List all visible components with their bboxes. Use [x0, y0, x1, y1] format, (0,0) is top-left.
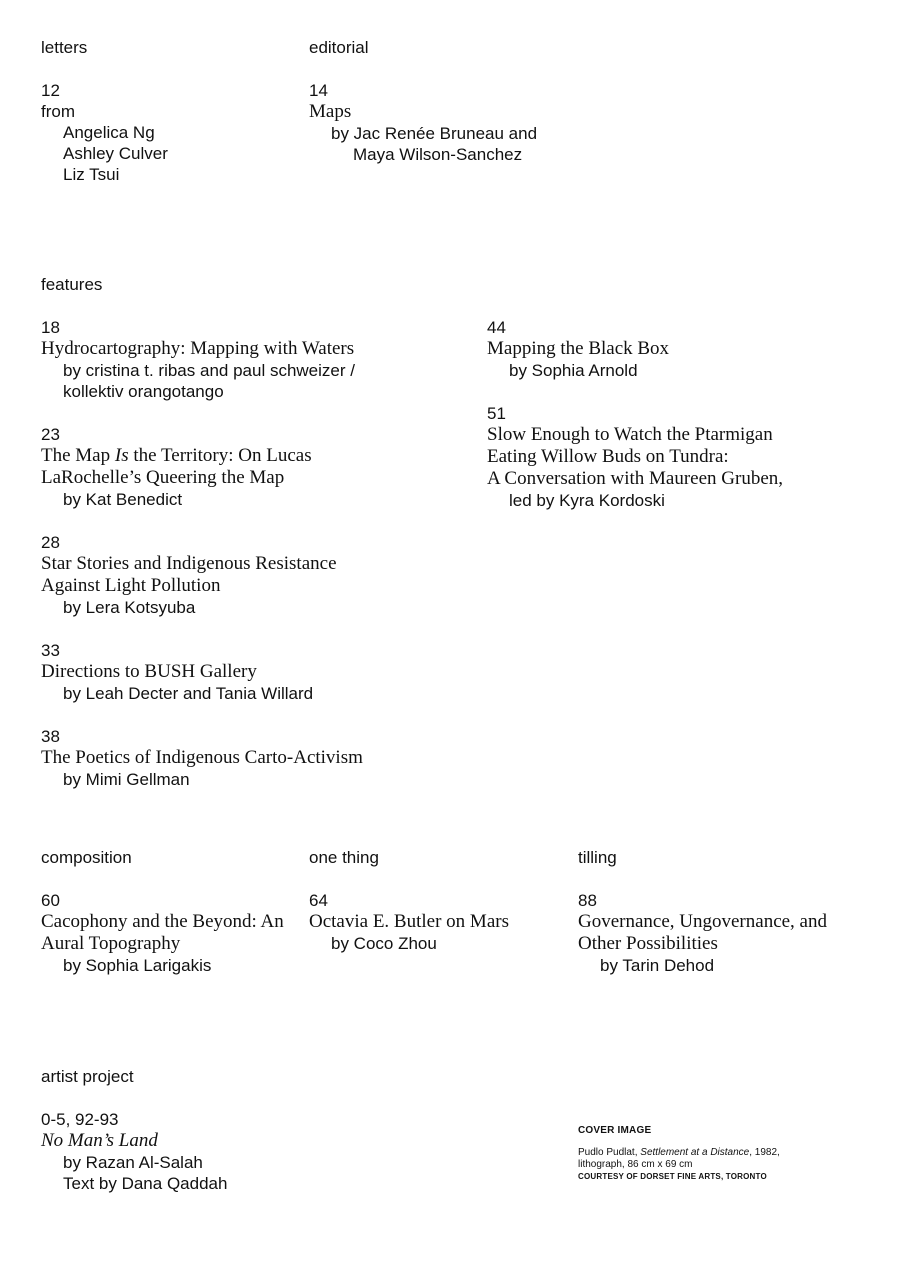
features-section: [41, 274, 471, 790]
toc-entry-18[interactable]: [41, 317, 471, 402]
entry-title: Governance, Ungovernance, and: [578, 911, 827, 932]
one-thing-section: [309, 847, 569, 954]
entry-title: Other Possibilities: [578, 933, 718, 954]
entry-title: Slow Enough to Watch the Ptarmigan: [487, 424, 773, 445]
page-number: 12: [41, 81, 60, 100]
entry-title: Eating Willow Buds on Tundra:: [487, 446, 729, 467]
section-label-editorial: editorial: [309, 38, 369, 57]
byline: by Lera Kotsyuba: [63, 598, 196, 617]
composition-section: [41, 847, 301, 976]
page-number: 88: [578, 891, 597, 910]
author-name: Angelica Ng: [63, 123, 155, 142]
entry-title: Aural Topography: [41, 933, 181, 954]
entry-title: Maps: [309, 101, 352, 122]
entry-title: The Map Is the Territory: On Lucas: [41, 445, 312, 466]
entry-title: A Conversation with Maureen Gruben,: [487, 468, 784, 489]
artist-project-section: [41, 1066, 341, 1194]
section-label-tilling: tilling: [578, 848, 617, 867]
entry-title: Directions to BUSH Gallery: [41, 661, 257, 682]
cover-courtesy: COURTESY OF DORSET FINE ARTS, TORONTO: [578, 1172, 767, 1181]
page-number: 28: [41, 533, 60, 552]
cover-caption: Pudlo Pudlat, Settlement at a Distance, 1982,: [578, 1147, 780, 1158]
page-number: 18: [41, 318, 60, 337]
section-label-letters: letters: [41, 38, 88, 57]
toc-entry-letters[interactable]: [41, 80, 281, 185]
toc-entry-44[interactable]: [487, 317, 887, 381]
entry-title: Hydrocartography: Mapping with Waters: [41, 338, 355, 359]
byline: by Kat Benedict: [63, 490, 183, 509]
entry-title: from: [41, 102, 75, 121]
toc-entry-88[interactable]: [578, 890, 878, 976]
toc-entry-38[interactable]: [41, 726, 471, 790]
page-number: 38: [41, 727, 60, 746]
toc-entry-33[interactable]: [41, 640, 471, 704]
page-number: 33: [41, 641, 60, 660]
toc-entry-51[interactable]: [487, 403, 887, 511]
byline: kollektiv orangotango: [63, 382, 224, 401]
section-label-one-thing: one thing: [309, 848, 379, 867]
page-number: 60: [41, 891, 60, 910]
page-number: 51: [487, 404, 506, 423]
entry-title: No Man’s Land: [41, 1130, 158, 1151]
entry-title: Mapping the Black Box: [487, 338, 670, 359]
toc-entry-60[interactable]: [41, 890, 301, 976]
section-label-artist-project: artist project: [41, 1067, 134, 1086]
page-number: 0-5, 92-93: [41, 1110, 119, 1129]
entry-title: Octavia E. Butler on Mars: [309, 911, 509, 932]
toc-entry-23[interactable]: [41, 424, 471, 510]
byline: Text by Dana Qaddah: [63, 1174, 228, 1193]
features-right-column: [487, 317, 887, 511]
byline: by Jac Renée Bruneau and: [331, 124, 538, 143]
cover-image-credit: [578, 1125, 878, 1182]
author-name: Liz Tsui: [63, 165, 120, 184]
author-name: Ashley Culver: [63, 144, 168, 163]
byline: by Sophia Larigakis: [63, 956, 212, 975]
entry-title: Against Light Pollution: [41, 575, 221, 596]
tilling-section: [578, 847, 878, 976]
editorial-section: [309, 37, 609, 165]
page-number: 64: [309, 891, 328, 910]
entry-title: LaRochelle’s Queering the Map: [41, 467, 285, 488]
byline: by Tarin Dehod: [600, 956, 715, 975]
section-label-composition: composition: [41, 848, 132, 867]
byline: by Sophia Arnold: [509, 361, 638, 380]
byline: by Leah Decter and Tania Willard: [63, 684, 314, 703]
section-label-features: features: [41, 275, 103, 294]
byline: by cristina t. ribas and paul schweizer /: [63, 361, 355, 380]
letters-section: [41, 37, 281, 185]
page-number: 44: [487, 318, 506, 337]
toc-entry-artist-project[interactable]: [41, 1109, 341, 1194]
entry-title: Star Stories and Indigenous Resistance: [41, 553, 337, 574]
toc-entry-28[interactable]: [41, 532, 471, 618]
toc-entry-editorial[interactable]: [309, 80, 609, 165]
page-number: 23: [41, 425, 60, 444]
cover-image-label: COVER IMAGE: [578, 1125, 652, 1136]
entry-title: Cacophony and the Beyond: An: [41, 911, 284, 932]
page-number: 14: [309, 81, 328, 100]
entry-title: The Poetics of Indigenous Carto-Activism: [41, 747, 363, 768]
toc-entry-64[interactable]: [309, 890, 569, 954]
byline: by Mimi Gellman: [63, 770, 190, 789]
byline: Maya Wilson-Sanchez: [353, 145, 523, 164]
byline: by Coco Zhou: [331, 934, 437, 953]
byline: by Razan Al-Salah: [63, 1153, 203, 1172]
cover-medium: lithograph, 86 cm x 69 cm: [578, 1159, 693, 1170]
byline: led by Kyra Kordoski: [509, 491, 665, 510]
